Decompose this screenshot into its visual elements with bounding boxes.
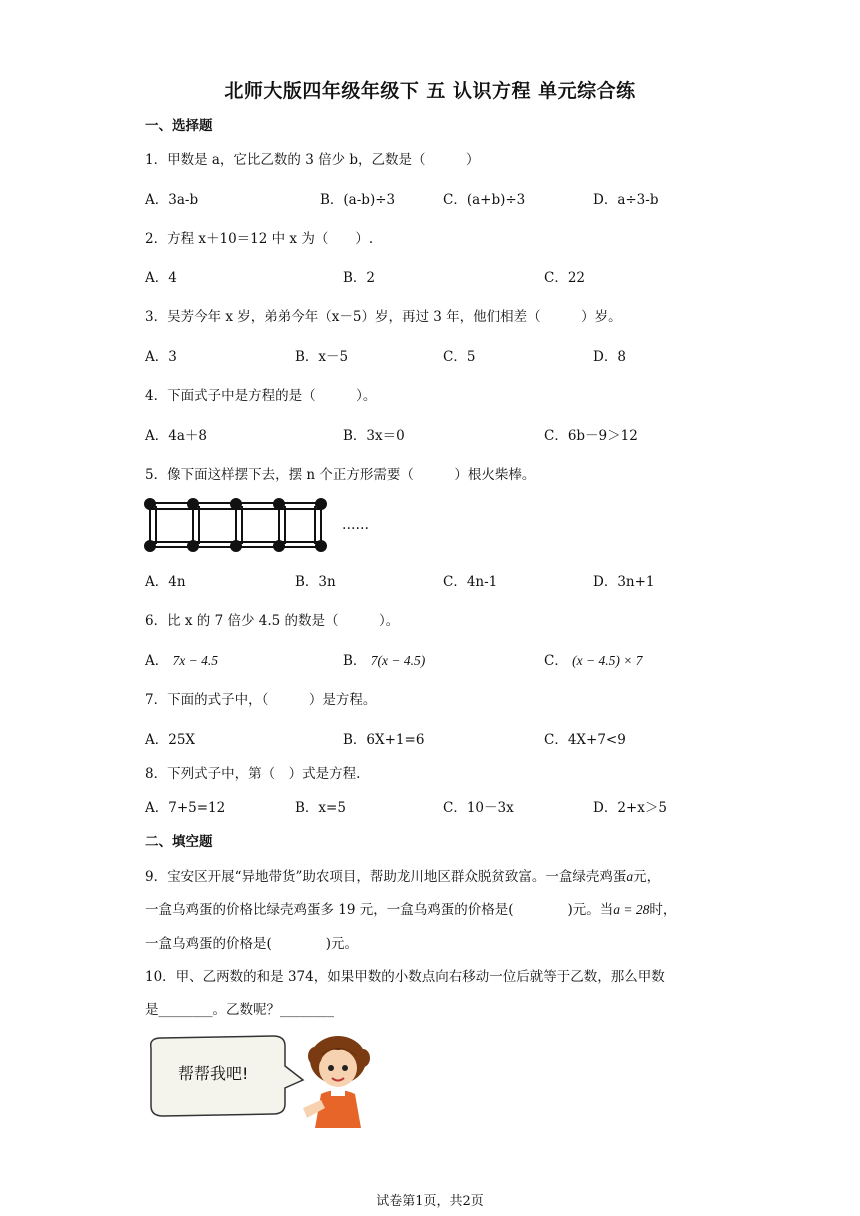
option-b[interactable]: B．3x＝0 xyxy=(343,428,405,444)
question-2: 2．方程 x＋10＝12 中 x 为（ ）. xyxy=(145,231,374,247)
question-8-options xyxy=(145,796,765,816)
option-d[interactable]: D．3n+1 xyxy=(593,574,655,590)
option-a-expression: 7x − 4.5 xyxy=(172,653,219,668)
continuation-dots: …… xyxy=(342,517,369,533)
option-c[interactable]: C．4n-1 xyxy=(443,574,498,590)
page-footer: 试卷第1页，共2页 xyxy=(376,1194,484,1209)
option-b-label: B． xyxy=(343,653,367,669)
option-a[interactable]: A．7+5=12 xyxy=(145,800,226,816)
question-5-options xyxy=(145,570,765,590)
question-9-line-2 xyxy=(145,898,676,918)
option-c[interactable]: C．5 xyxy=(443,349,476,365)
section-choice: 一、选择题 xyxy=(145,118,213,134)
question-8: 8．下列式子中，第（ ）式是方程. xyxy=(145,766,361,782)
question-10-line-2: 是________。乙数呢？________ xyxy=(145,1002,334,1018)
option-d[interactable]: D．8 xyxy=(593,349,626,365)
option-a[interactable]: A．3a-b xyxy=(145,192,199,208)
option-a[interactable]: A．25X xyxy=(145,732,196,748)
question-1: 1．甲数是 a，它比乙数的 3 倍少 b，乙数是（ ） xyxy=(145,152,480,168)
option-b[interactable]: B．x=5 xyxy=(295,800,346,816)
q9-text-c: 一盒乌鸡蛋的价格比绿壳鸡蛋多 19 元，一盒乌鸡蛋的价格是( )元。当 xyxy=(145,902,614,918)
option-b[interactable]: B．x－5 xyxy=(295,349,349,365)
option-b-expression: 7(x − 4.5) xyxy=(370,653,426,668)
option-a[interactable]: A．4n xyxy=(145,574,186,590)
q9-variable-a: a xyxy=(626,869,634,884)
option-c[interactable]: C．(a+b)÷3 xyxy=(443,192,526,208)
question-2-options xyxy=(145,266,765,286)
q9-text-d: 时， xyxy=(649,902,677,918)
speech-text: 帮帮我吧! xyxy=(178,1064,249,1083)
q9-condition: a = 28 xyxy=(613,902,650,917)
option-a[interactable] xyxy=(145,649,218,669)
option-a[interactable]: A．4a＋8 xyxy=(145,428,207,444)
option-a[interactable]: A．4 xyxy=(145,270,177,286)
option-c-expression: (x − 4.5) × 7 xyxy=(572,653,643,668)
option-c[interactable]: C．6b－9＞12 xyxy=(544,428,638,444)
option-b[interactable]: B．3n xyxy=(295,574,336,590)
option-c-label: C． xyxy=(544,653,568,669)
question-3-options xyxy=(145,345,765,365)
option-c[interactable]: C．4X+7<9 xyxy=(544,732,626,748)
q9-text-b: 元， xyxy=(633,869,661,885)
matchstick-figure xyxy=(143,496,333,558)
option-c[interactable]: C．10－3x xyxy=(443,800,514,816)
question-1-options xyxy=(145,188,765,208)
option-a-label: A． xyxy=(145,653,169,669)
option-b[interactable]: B．(a-b)÷3 xyxy=(320,192,396,208)
option-a[interactable]: A．3 xyxy=(145,349,177,365)
option-d[interactable]: D．a÷3-b xyxy=(593,192,659,208)
option-d[interactable]: D．2+x＞5 xyxy=(593,800,667,816)
option-b[interactable] xyxy=(343,649,425,669)
question-7: 7．下面的式子中，（ ）是方程。 xyxy=(145,692,377,708)
option-b[interactable]: B．6X+1=6 xyxy=(343,732,425,748)
option-c[interactable] xyxy=(544,649,642,669)
question-4-options xyxy=(145,424,765,444)
q9-text-a: 9．宝安区开展“异地带货”助农项目，帮助龙川地区群众脱贫致富。一盒绿壳鸡蛋 xyxy=(145,869,627,885)
question-9-line-3: 一盒乌鸡蛋的价格是( )元。 xyxy=(145,936,359,952)
question-4: 4．下面式子中是方程的是（ ）。 xyxy=(145,388,377,404)
question-9-line-1 xyxy=(145,865,660,885)
question-10-line-1: 10．甲、乙两数的和是 374，如果甲数的小数点向右移动一位后就等于乙数，那么甲数 xyxy=(145,969,665,985)
question-6: 6．比 x 的 7 倍少 4.5 的数是（ ）。 xyxy=(145,613,400,629)
question-6-options xyxy=(145,649,765,669)
section-fill: 二、填空题 xyxy=(145,834,213,850)
page-title: 北师大版四年级年级下 五 认识方程 单元综合练 xyxy=(224,80,636,102)
question-3: 3．吴芳今年 x 岁，弟弟今年（x－5）岁，再过 3 年，他们相差（ ）岁。 xyxy=(145,309,622,325)
girl-figure xyxy=(303,1036,370,1128)
option-b[interactable]: B．2 xyxy=(343,270,376,286)
question-7-options xyxy=(145,728,765,748)
option-c[interactable]: C．22 xyxy=(544,270,586,286)
question-5: 5．像下面这样摆下去，摆 n 个正方形需要（ ）根火柴棒。 xyxy=(145,467,536,483)
